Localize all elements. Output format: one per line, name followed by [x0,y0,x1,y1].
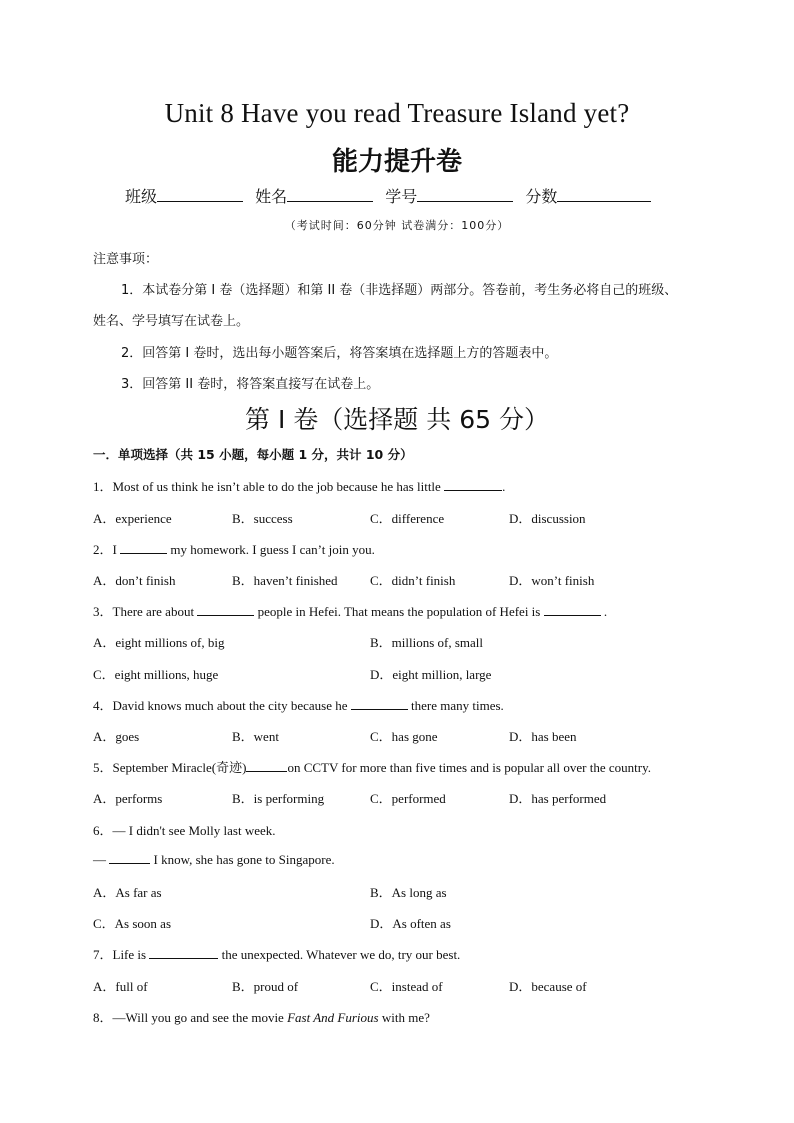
q2-option-c[interactable]: C．didn’t finish [370,573,456,588]
student-number-field[interactable] [385,184,513,207]
question-stem-end: on CCTV for more than five times and is popular all over the country. [287,760,651,775]
question-4 [93,695,504,714]
q6-option-a[interactable]: A．As far as [93,885,162,900]
q4-option-d[interactable]: D．has been [509,729,577,744]
q5-option-b[interactable]: B．is performing [232,791,325,806]
question-stem-end: the unexpected. Whatever we do, try our best. [218,947,461,962]
q6-option-b[interactable]: B．As long as [370,885,447,900]
q5-option-c[interactable]: C．performed [370,791,446,806]
question-6-reply [93,851,335,868]
answer-blank-2[interactable] [544,603,601,616]
answer-blank[interactable] [120,541,167,554]
note-item-1: 1．本试卷分第 I 卷（选择题）和第 II 卷（非选择题）两部分。答卷前，考生务必将自己的班级、 [121,283,678,298]
question-1 [93,476,505,495]
answer-blank[interactable] [351,697,408,710]
notes-heading: 注意事项： [93,252,159,267]
question-stem: 1．Most of us think he isn’t able to do the job because he has little [93,479,445,494]
answer-blank[interactable] [109,851,150,864]
note-item-3: 3．回答第 II 卷时，将答案直接写在试卷上。 [121,377,380,392]
question-stem: 5．September Miracle(奇迹) [93,760,247,775]
question-stem-end: . [502,479,506,494]
question-stem-mid: people in Hefei. That means the population of Hefei is [254,604,544,619]
student-number-label: 学号 [385,187,418,206]
answer-blank[interactable] [246,759,287,772]
q6-option-d[interactable]: D．As often as [370,916,451,931]
q1-option-a[interactable]: A．experience [93,511,172,526]
question-stem: 8．—Will you go and see the movie [93,1010,288,1025]
answer-blank[interactable] [197,603,254,616]
q3-option-c[interactable]: C．eight millions, huge [93,667,219,682]
q3-option-b[interactable]: B．millions of, small [370,635,484,650]
q7-option-b[interactable]: B．proud of [232,979,299,994]
q3-option-d[interactable]: D．eight million, large [370,667,492,682]
class-blank[interactable] [157,186,243,202]
q1-option-c[interactable]: C．difference [370,511,445,526]
question-stem: — [93,852,110,867]
movie-title: Fast And Furious [287,1010,379,1025]
score-label: 分数 [525,187,558,206]
question-stem-end: there many times. [407,698,504,713]
q7-option-a[interactable]: A．full of [93,979,148,994]
question-stem: 7．Life is [93,947,150,962]
score-field[interactable] [525,184,651,207]
question-2 [93,539,375,558]
student-info-line [125,184,658,207]
question-5 [93,757,651,776]
name-blank[interactable] [287,186,373,202]
section-title: 第 I 卷（选择题 共 65 分） [245,405,549,434]
answer-blank[interactable] [444,478,502,491]
class-label: 班级 [125,187,158,206]
score-blank[interactable] [557,186,651,202]
page-subtitle: 能力提升卷 [331,147,462,177]
question-stem: 3．There are about [93,604,198,619]
name-label: 姓名 [255,187,288,206]
name-field[interactable] [255,184,373,207]
question-6: 6．— I didn't see Molly last week. [93,823,276,838]
q5-option-a[interactable]: A．performs [93,791,163,806]
question-7 [93,944,460,963]
q7-option-d[interactable]: D．because of [509,979,587,994]
q2-option-b[interactable]: B．haven’t finished [232,573,338,588]
question-stem: 4．David knows much about the city because he [93,698,351,713]
q4-option-a[interactable]: A．goes [93,729,140,744]
q3-option-a[interactable]: A．eight millions of, big [93,635,225,650]
question-3 [93,601,607,620]
q2-option-a[interactable]: A．don’t finish [93,573,176,588]
q5-option-d[interactable]: D．has performed [509,791,607,806]
page-title: Unit 8 Have you read Treasure Island yet? [164,98,630,128]
answer-blank[interactable] [149,946,218,959]
q1-option-d[interactable]: D．discussion [509,511,586,526]
question-stem-end: with me? [378,1010,430,1025]
student-number-blank[interactable] [417,186,513,202]
class-field[interactable] [125,184,243,207]
question-stem-end: my homework. I guess I can’t join you. [167,542,375,557]
question-8 [93,1007,430,1026]
exam-time-note: （考试时间：60分钟 试卷满分：100分） [284,219,510,232]
question-stem: 2．I [93,542,121,557]
question-stem-end: . [600,604,608,619]
q2-option-d[interactable]: D．won’t finish [509,573,595,588]
question-stem-end: I know, she has gone to Singapore. [150,852,335,867]
note-item-1-cont: 姓名、学号填写在试卷上。 [93,314,250,329]
q4-option-b[interactable]: B．went [232,729,279,744]
part-heading: 一．单项选择（共 15 小题，每小题 1 分，共计 10 分） [93,447,413,462]
note-item-2: 2．回答第 I 卷时，选出每小题答案后，将答案填在选择题上方的答题表中。 [121,346,558,361]
q7-option-c[interactable]: C．instead of [370,979,443,994]
q4-option-c[interactable]: C．has gone [370,729,438,744]
q6-option-c[interactable]: C．As soon as [93,916,172,931]
q1-option-b[interactable]: B．success [232,511,293,526]
